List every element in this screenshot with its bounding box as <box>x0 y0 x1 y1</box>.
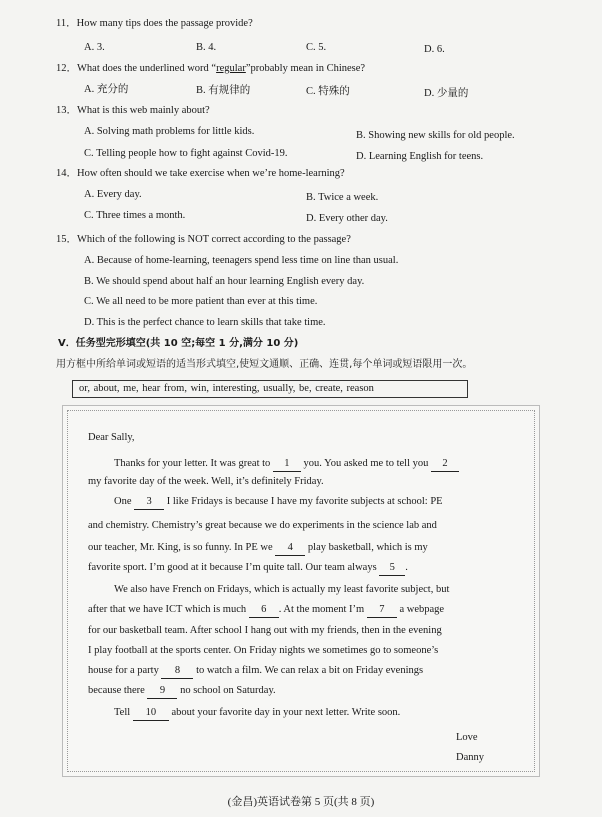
q12-option-a: A. 充分的 <box>84 84 129 95</box>
blank-8[interactable]: 8 <box>161 665 193 679</box>
letter-line: and chemistry. Chemistry’s great because we do experiments in the science lab and <box>88 520 437 531</box>
q15-option-d: D. This is the perfect chance to learn skills that take time. <box>84 317 326 328</box>
q12-option-d: D. 少量的 <box>424 88 469 99</box>
letter-line: We also have French on Fridays, which is actually my least favorite subject, but <box>114 584 450 595</box>
q12-stem <box>56 63 365 76</box>
q14-stem: 14．How often should we take exercise when we’re home-learning? <box>56 168 345 179</box>
letter-line: because there 9 no school on Saturday. <box>88 685 276 699</box>
letter-closing: Love <box>456 732 478 743</box>
q12-option-c: C. 特殊的 <box>306 86 350 97</box>
letter-line: favorite sport. I’m good at it because I’m quite tall. Our team always 5 . <box>88 562 408 576</box>
q11-option-b: B. 4. <box>196 42 217 53</box>
q11-option-d: D. 6. <box>424 44 445 55</box>
q13-option-a: A. Solving math problems for little kids. <box>84 126 255 137</box>
q13-stem: 13．What is this web mainly about? <box>56 105 210 116</box>
letter-line: after that we have ICT which is much 6 . At the moment I’m 7 a webpage <box>88 604 444 618</box>
q15-option-a: A. Because of home-learning, teenagers spend less time on line than usual. <box>84 255 399 266</box>
q11-option-c: C. 5. <box>306 42 327 53</box>
q14-option-b: B. Twice a week. <box>306 192 379 203</box>
letter-line: our teacher, Mr. King, is so funny. In PE we 4 play basketball, which is my <box>88 542 428 556</box>
q13-option-b: B. Showing new skills for old people. <box>356 130 515 141</box>
q15-option-c: C. We all need to be more patient than ever at this time. <box>84 296 318 307</box>
letter-signature: Danny <box>456 752 484 763</box>
section-title: V．任务型完形填空(共 10 空;每空 1 分,满分 10 分) <box>58 338 299 349</box>
letter-line: Tell 10 about your favorite day in your next letter. Write soon. <box>114 707 400 721</box>
blank-9[interactable]: 9 <box>147 685 177 699</box>
q14-option-a: A. Every day. <box>84 189 142 200</box>
blank-2[interactable]: 2 <box>431 458 459 472</box>
q15-option-b: B. We should spend about half an hour learning English every day. <box>84 276 365 287</box>
letter-line: I play football at the sports center. On Friday nights we sometimes go to someone’s <box>88 645 439 656</box>
word-box <box>72 380 468 398</box>
letter-line: my favorite day of the week. Well, it’s definitely Friday. <box>88 476 324 487</box>
underlined-word: regular <box>216 63 246 74</box>
blank-3[interactable]: 3 <box>134 496 164 510</box>
q15-stem: 15．Which of the following is NOT correct according to the passage? <box>56 234 351 245</box>
q12-option-b: B. 有规律的 <box>196 85 251 96</box>
letter-line: Thanks for your letter. It was great to 1 you. You asked me to tell you 2 <box>114 458 459 472</box>
blank-1[interactable]: 1 <box>273 458 301 472</box>
word-bank: or, about, me, hear from, win, interesting, usually, be, create, reason <box>79 383 374 394</box>
letter-line: for our basketball team. After school I hang out with my friends, then in the evening <box>88 625 442 636</box>
q14-option-c: C. Three times a month. <box>84 210 186 221</box>
letter-line: One 3 I like Fridays is because I have my favorite subjects at school: PE <box>114 496 443 510</box>
q12-stem-post: ”probably mean in Chinese? <box>245 63 366 74</box>
q13-option-d: D. Learning English for teens. <box>356 151 484 162</box>
blank-6[interactable]: 6 <box>249 604 279 618</box>
blank-10[interactable]: 10 <box>133 707 169 721</box>
q13-option-c: C. Telling people how to fight against Covid-19. <box>84 148 288 159</box>
q14-option-d: D. Every other day. <box>306 213 388 224</box>
q12-stem-pre: 12．What does the underlined word “ <box>56 63 217 74</box>
q11-stem: 11．How many tips does the passage provide? <box>56 18 253 29</box>
blank-5[interactable]: 5 <box>379 562 405 576</box>
letter-greeting: Dear Sally, <box>88 432 135 443</box>
section-instruction: 用方框中所给单词或短语的适当形式填空,使短文通顺、正确、连贯,每个单词或短语限用一次。 <box>56 359 473 370</box>
blank-4[interactable]: 4 <box>275 542 305 556</box>
blank-7[interactable]: 7 <box>367 604 397 618</box>
page-footer: (金昌)英语试卷第 5 页(共 8 页) <box>227 796 375 808</box>
letter-line: house for a party 8 to watch a film. We can relax a bit on Friday evenings <box>88 665 423 679</box>
q11-option-a: A. 3. <box>84 42 105 53</box>
